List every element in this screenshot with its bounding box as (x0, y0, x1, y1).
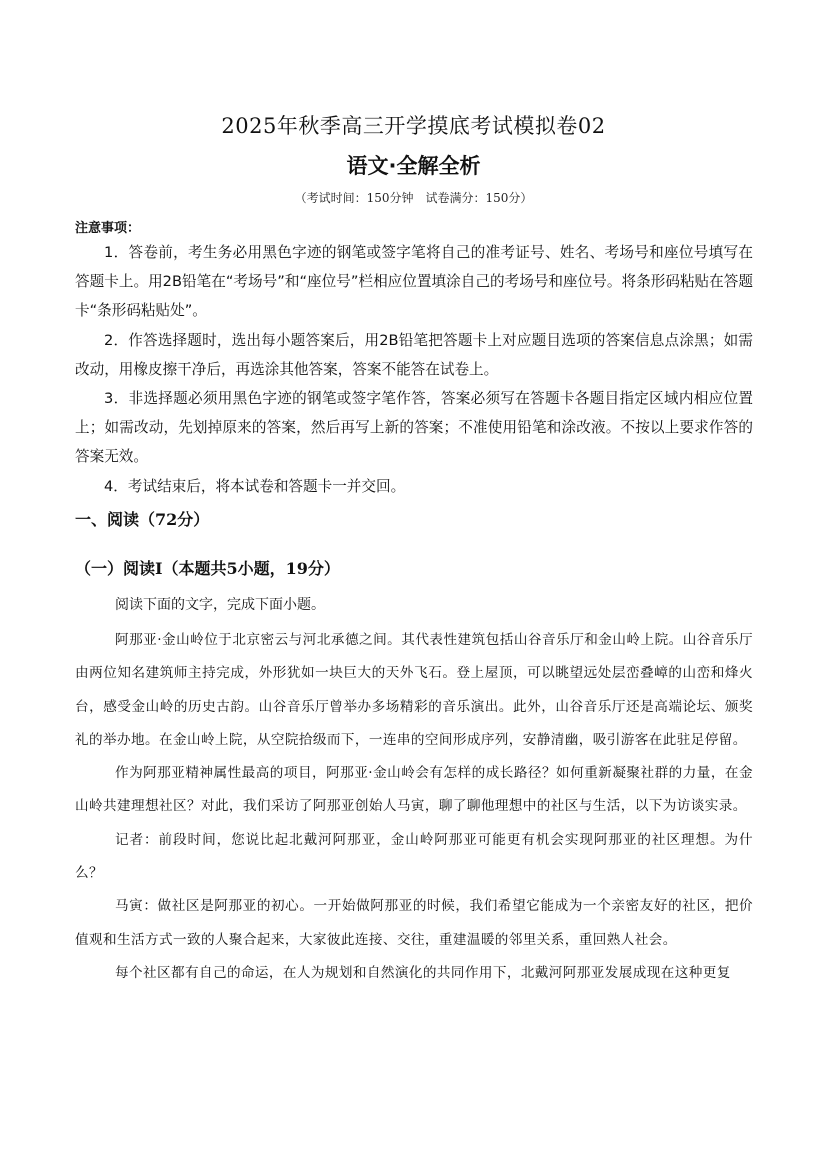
exam-info: （考试时间：150分钟 试卷满分：150分） (294, 191, 533, 205)
passage-paragraph: 阿那亚·金山岭位于北京密云与河北承德之间。其代表性建筑包括山谷音乐厅和金山岭上院。山谷音乐厅由两位知名建筑师主持完成，外形犹如一块巨大的天外飞石。登上屋顶，可以眺望远处层峦叠嶂的山峦和烽火台，感受金山岭的历史古韵。山谷音乐厅曾举办多场精彩的音乐演出。此外，山谷音乐厅还是高端论坛、颁奖礼的举办地。在金山岭上院，从空院拾级而下，一连串的空间形成序列，安静清幽，吸引游客在此驻足停留。 (75, 632, 753, 748)
passage-paragraph: 每个社区都有自己的命运，在人为规划和自然演化的共同作用下，北戴河阿那亚发展成现在这种更复 (115, 964, 731, 981)
document-title: 2025年秋季高三开学摸底考试模拟卷02 (221, 114, 606, 138)
reading-passage (75, 624, 753, 990)
notes-heading: 注意事项： (75, 221, 141, 236)
note-item: 2．作答选择题时，选出每小题答案后，用2B铅笔把答题卡上对应题目选项的答案信息点涂黑；如需改动，用橡皮擦干净后，再选涂其他答案，答案不能答在试卷上。 (75, 331, 753, 378)
passage-paragraph: 记者：前段时间，您说比起北戴河阿那亚，金山岭阿那亚可能更有机会实现阿那亚的社区理想。为什么？ (75, 831, 753, 882)
section-heading: 一、阅读（72分） (75, 510, 210, 529)
passage-paragraph: 马寅：做社区是阿那亚的初心。一开始做阿那亚的时候，我们希望它能成为一个亲密友好的社区，把价值观和生活方式一致的人聚合起来，大家彼此连接、交往，重建温暖的邻里关系，重回熟人社会。 (75, 898, 753, 948)
note-item: 4．考试结束后，将本试卷和答题卡一并交回。 (104, 477, 406, 495)
document-subtitle: 语文·全解全析 (346, 154, 481, 178)
subsection-heading: （一）阅读I（本题共5小题，19分） (75, 559, 340, 578)
notes-list (75, 238, 753, 501)
passage-paragraph: 作为阿那亚精神属性最高的项目，阿那亚·金山岭会有怎样的成长路径？如何重新凝聚社群的力量，在金山岭共建理想社区？对此，我们采访了阿那亚创始人马寅，聊了聊他理想中的社区与生活，以下为访谈实录。 (75, 765, 753, 815)
note-item: 1．答卷前，考生务必用黑色字迹的钢笔或签字笔将自己的准考证号、姓名、考场号和座位号填写在答题卡上。用2B铅笔在“考场号”和“座位号”栏相应位置填涂自己的考场号和座位号。将条形码粘贴在答题卡“条形码粘贴处”。 (75, 244, 753, 320)
reading-instruction: 阅读下面的文字，完成下面小题。 (115, 597, 325, 613)
note-item: 3．非选择题必须用黑色字迹的钢笔或签字笔作答，答案必须写在答题卡各题目指定区域内相应位置上；如需改动，先划掉原来的答案，然后再写上新的答案；不准使用铅笔和涂改液。不按以上要求作答的答案无效。 (75, 390, 753, 466)
